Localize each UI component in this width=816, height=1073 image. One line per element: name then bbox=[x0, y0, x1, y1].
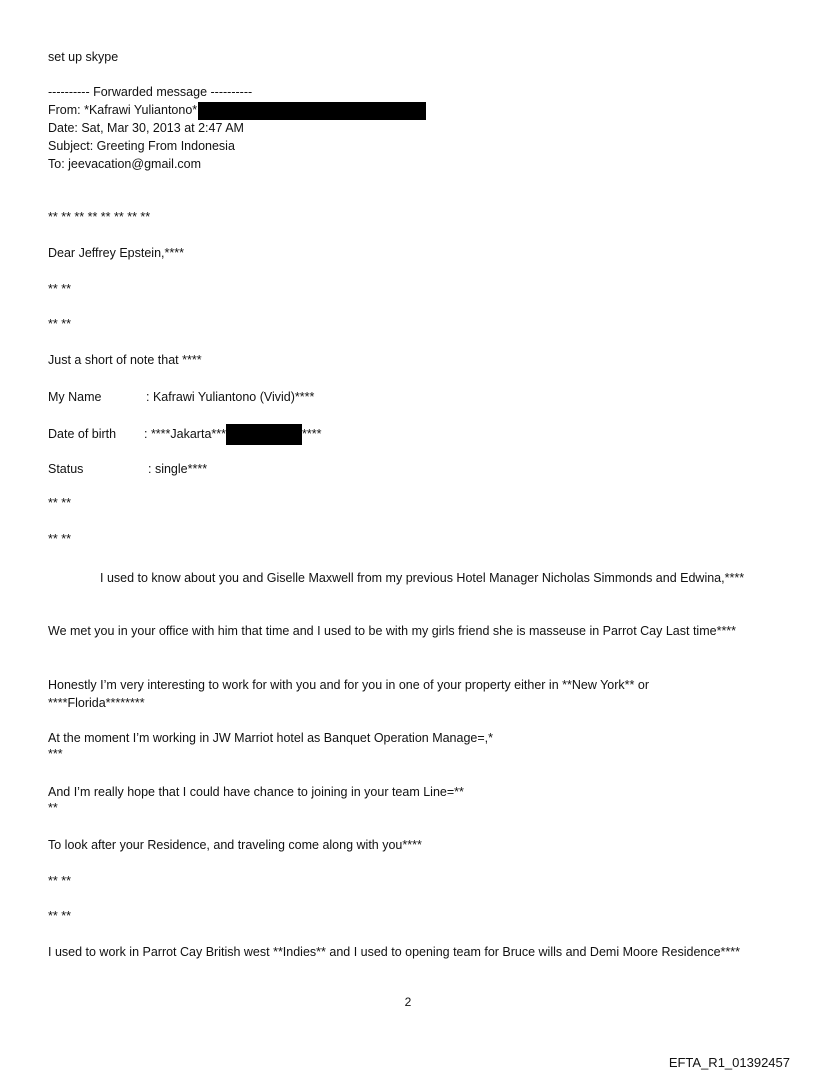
stars-line: ** ** bbox=[48, 909, 71, 923]
dob-value: : ****Jakarta*** bbox=[144, 426, 226, 441]
redaction-box bbox=[226, 424, 302, 445]
paragraph-line: *** bbox=[48, 747, 63, 761]
status-value: : single**** bbox=[148, 462, 208, 476]
paragraph: We met you in your office with him that time and I used to be with my girls friend she is masseuse in Parrot Cay Last time**** bbox=[48, 624, 737, 638]
paragraph: I used to work in Parrot Cay British west **Indies** and I used to opening team for Bruce wills and Demi Moore Residence**** bbox=[48, 945, 741, 959]
forward-header: ---------- Forwarded message ---------- bbox=[48, 85, 253, 99]
name-label: My Name bbox=[48, 390, 102, 404]
intro-line: Just a short of note that **** bbox=[48, 353, 202, 367]
paragraph-line: And I’m really hope that I could have chance to joining in your team Line=** bbox=[48, 785, 464, 799]
note-line: set up skype bbox=[48, 50, 119, 64]
date-line: Date: Sat, Mar 30, 2013 at 2:47 AM bbox=[48, 121, 244, 135]
paragraph: I used to know about you and Giselle Maxwell from my previous Hotel Manager Nicholas Simmonds and Edwina,**** bbox=[100, 571, 745, 585]
status-label: Status bbox=[48, 462, 84, 476]
dob-row bbox=[48, 424, 321, 445]
stars-line: ** ** bbox=[48, 496, 71, 510]
name-value: : Kafrawi Yuliantono (Vivid)**** bbox=[146, 390, 315, 404]
redaction-box bbox=[198, 102, 426, 120]
page-number: 2 bbox=[404, 995, 412, 1009]
dob-label: Date of birth bbox=[48, 426, 117, 441]
bates-number: EFTA_R1_01392457 bbox=[668, 1055, 790, 1070]
name-row bbox=[48, 388, 314, 406]
from-text: From: *Kafrawi Yuliantono* bbox=[48, 103, 198, 117]
status-row bbox=[48, 460, 207, 478]
paragraph: Honestly I’m very interesting to work for with you and for you in one of your property either in **New York** or ****Florida******** bbox=[48, 678, 649, 710]
to-line: To: jeevacation@gmail.com bbox=[48, 157, 202, 171]
stars-line: ** ** bbox=[48, 282, 71, 296]
dob-tail: **** bbox=[302, 426, 322, 441]
paragraph: To look after your Residence, and traveling come along with you**** bbox=[48, 838, 422, 852]
paragraph-line: ** bbox=[48, 801, 58, 815]
from-line bbox=[48, 101, 426, 120]
stars-line: ** ** bbox=[48, 874, 71, 888]
stars-line: ** ** bbox=[48, 317, 71, 331]
stars-line: ** ** bbox=[48, 532, 71, 546]
paragraph-line: At the moment I’m working in JW Marriot hotel as Banquet Operation Manage=,* bbox=[48, 731, 494, 745]
greeting: Dear Jeffrey Epstein,**** bbox=[48, 246, 184, 260]
stars-line: ** ** ** ** ** ** ** ** bbox=[48, 210, 151, 224]
subject-line: Subject: Greeting From Indonesia bbox=[48, 139, 235, 153]
